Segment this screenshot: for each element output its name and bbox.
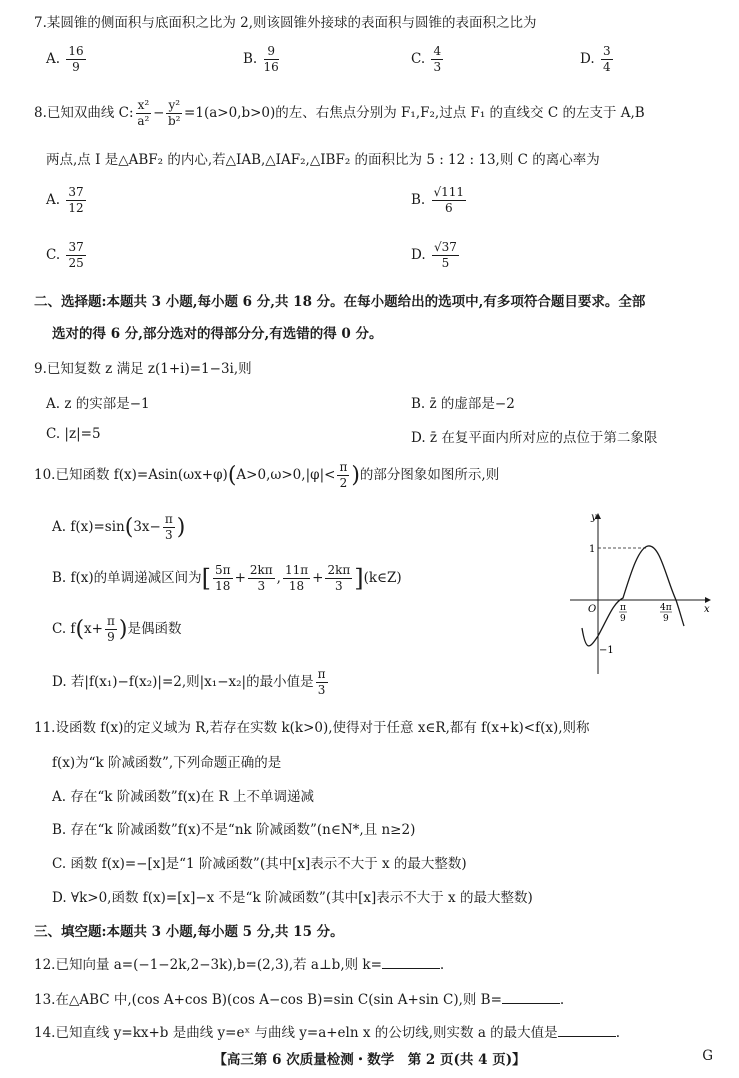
sine-graph (568, 508, 716, 678)
paren-left: ( (227, 463, 237, 488)
q10-option-d[interactable] (52, 667, 330, 698)
q9-option-b[interactable]: B. z̄ 的虚部是−2 (411, 396, 515, 412)
option-text: B. f(x)的单调递减区间为 (52, 570, 202, 586)
question-text: 12.已知向量 a=(−1−2k,2−3k),b=(2,3),若 a⊥b,则 k= (34, 957, 382, 973)
fraction (248, 563, 275, 594)
option-label: D. (411, 247, 426, 263)
numerator: π (106, 614, 115, 628)
numerator: π (317, 667, 326, 681)
q7-option-a[interactable] (46, 44, 88, 75)
plus-sign: + (312, 570, 324, 586)
numerator: 2kπ (249, 563, 273, 577)
minus-sign: − (153, 105, 165, 121)
fraction (601, 44, 613, 75)
paren-left: ( (75, 617, 85, 642)
option-label: B. (411, 192, 426, 208)
numerator: x² (137, 98, 150, 112)
q10-condition: A>0,ω>0,|φ|< (236, 467, 336, 483)
answer-blank[interactable] (558, 1024, 616, 1037)
numerator: 11π (284, 563, 309, 577)
comma: , (276, 570, 281, 586)
section-2-header-line1: 二、选择题:本题共 3 小题,每小题 6 分,共 18 分。在每小题给出的选项中,有多项符合题目要求。全部 (34, 294, 646, 310)
question-12 (34, 953, 444, 973)
question-text: 14.已知直线 y=kx+b 是曲线 y=eˣ 与曲线 y=a+eln x 的公切线,则实数 a 的最大值是 (34, 1025, 558, 1041)
numerator: 9 (264, 44, 279, 60)
question-11-stem-line2: f(x)为“k 阶减函数”,下列命题正确的是 (52, 755, 282, 771)
paren-right: ) (176, 515, 186, 540)
denominator: 3 (257, 579, 266, 593)
fraction (66, 240, 85, 271)
numerator: 16 (68, 44, 84, 58)
denominator: b² (168, 114, 181, 128)
denominator: 4 (602, 60, 611, 74)
option-label: B. (243, 51, 258, 67)
q10-option-c[interactable] (52, 614, 181, 645)
period: . (615, 1025, 620, 1041)
paren-right: ) (118, 617, 128, 642)
y-max-label: 1 (589, 544, 596, 555)
fraction (432, 240, 459, 271)
denominator: a² (137, 114, 150, 128)
question-7-stem: 7.某圆锥的侧面积与底面积之比为 2,则该圆锥外接球的表面积与圆锥的表面积之比为 (34, 15, 537, 31)
denominator: 25 (68, 256, 84, 270)
numerator: 3 (602, 44, 611, 58)
question-8-stem-line2: 两点,点 I 是△ABF₂ 的内心,若△IAB,△IAF₂,△IBF₂ 的面积比为 5 : 12 : 13,则 C 的离心率为 (46, 152, 600, 168)
bracket-left: [ (201, 564, 212, 593)
hyperbola-y-fraction (166, 98, 182, 129)
q9-option-d[interactable]: D. z̄ 在复平面内所对应的点位于第二象限 (411, 430, 658, 446)
option-label: C. (411, 51, 426, 67)
question-text: 13.在△ABC 中,(cos A+cos B)(cos A−cos B)=sin C(sin A+sin C),则 B= (34, 992, 502, 1008)
answer-blank[interactable] (502, 991, 560, 1004)
bracket-right: ] (354, 564, 364, 593)
tick2-num: 4π (660, 603, 672, 613)
tick1-den: 9 (620, 614, 626, 624)
numerator: π (164, 512, 173, 526)
q8-suffix: =1(a>0,b>0)的左、右焦点分别为 F₁,F₂,过点 F₁ 的直线交 C 的左支于 A,B (184, 105, 645, 121)
fraction (432, 185, 467, 216)
numerator: y² (168, 98, 181, 112)
denominator: 9 (107, 630, 115, 644)
option-text: (k∈Z) (363, 570, 402, 586)
q10-option-a[interactable] (52, 512, 185, 543)
period: . (439, 957, 445, 973)
denominator: 16 (263, 60, 279, 74)
numerator: 37 (68, 240, 84, 254)
fraction (283, 563, 310, 594)
sine-curve (582, 546, 684, 646)
y-min-label: −1 (599, 645, 614, 656)
paren-right: ) (351, 463, 360, 488)
q10-option-b[interactable] (52, 563, 402, 594)
q11-option-b[interactable]: B. 存在“k 阶减函数”f(x)不是“nk 阶减函数”(n∈N*,且 n≥2) (52, 822, 416, 838)
page-footer: 【高三第 6 次质量检测・数学 第 2 页(共 4 页)】 (213, 1052, 526, 1068)
question-14 (34, 1021, 620, 1041)
denominator: 6 (444, 201, 453, 215)
numerator: 37 (68, 185, 84, 199)
denominator: 3 (335, 579, 343, 593)
numerator: 4 (433, 44, 442, 58)
option-text: A. f(x)=sin (52, 519, 125, 535)
option-text: C. f (52, 621, 76, 637)
question-9-stem: 9.已知复数 z 满足 z(1+i)=1−3i,则 (34, 361, 252, 377)
option-label: C. (46, 247, 61, 263)
numerator: π (339, 460, 348, 474)
fraction (316, 667, 328, 698)
denominator: 12 (68, 201, 84, 215)
denominator: 5 (441, 256, 450, 270)
question-11-stem-line1: 11.设函数 f(x)的定义域为 R,若存在实数 k(k>0),使得对于任意 x∈R,都有 f(x+k)<f(x),则称 (34, 720, 590, 736)
q8-option-b[interactable] (411, 185, 468, 216)
plus-sign: + (234, 570, 246, 586)
tick1-num: π (620, 603, 626, 613)
fraction (325, 563, 352, 594)
paper-version-letter: G (702, 1048, 713, 1064)
numerator: √37 (433, 240, 457, 254)
fraction (163, 512, 175, 543)
option-text: D. 若|f(x₁)−f(x₂)|=2,则|x₁−x₂|的最小值是 (52, 674, 314, 690)
fraction (337, 460, 349, 491)
denominator: 2 (339, 476, 348, 490)
denominator: 3 (164, 528, 173, 542)
fraction (431, 44, 443, 75)
paren-left: ( (124, 515, 134, 540)
hyperbola-x-fraction (136, 98, 152, 129)
q10-suffix: 的部分图象如图所示,则 (359, 467, 500, 483)
q8-option-c[interactable] (46, 240, 88, 271)
fraction (66, 185, 85, 216)
section-3-header: 三、填空题:本题共 3 小题,每小题 5 分,共 15 分。 (34, 924, 344, 940)
q8-option-d[interactable] (411, 240, 461, 271)
x-axis-label: x (704, 604, 710, 615)
fraction (105, 614, 117, 645)
numerator: √111 (433, 185, 465, 199)
denominator: 18 (215, 579, 231, 593)
q8-option-a[interactable] (46, 185, 88, 216)
tick2-den: 9 (663, 614, 669, 624)
fraction (66, 44, 85, 75)
option-label: A. (46, 51, 61, 67)
fraction (213, 563, 233, 594)
denominator: 3 (433, 60, 442, 74)
denominator: 9 (72, 60, 80, 74)
numerator: 5π (215, 563, 231, 577)
numerator: 2kπ (327, 563, 351, 577)
section-2-header-line2: 选对的得 6 分,部分选对的得部分分,有选错的得 0 分。 (52, 326, 383, 342)
option-text: 3x− (133, 519, 161, 535)
question-13 (34, 988, 564, 1008)
y-axis-label: y (591, 512, 597, 523)
fraction (264, 44, 279, 75)
denominator: 18 (288, 579, 305, 593)
q7-option-c[interactable] (411, 44, 445, 75)
q8-prefix: 8.已知双曲线 C: (34, 105, 134, 121)
period: . (559, 992, 565, 1008)
option-label: A. (46, 192, 61, 208)
q7-option-d[interactable] (580, 44, 615, 75)
answer-blank[interactable] (382, 956, 440, 969)
denominator: 3 (317, 683, 326, 697)
option-text: x+ (84, 621, 103, 637)
option-text: 是偶函数 (127, 621, 182, 637)
q11-option-c[interactable]: C. 函数 f(x)=−[x]是“1 阶减函数”(其中[x]表示不大于 x 的最大整数) (52, 856, 467, 872)
q11-option-d[interactable]: D. ∀k>0,函数 f(x)=[x]−x 不是“k 阶减函数”(其中[x]表示不大于 x 的最大整数) (52, 890, 533, 906)
q9-option-a[interactable]: A. z 的实部是−1 (46, 396, 150, 412)
option-label: D. (580, 51, 595, 67)
q11-option-a[interactable]: A. 存在“k 阶减函数”f(x)在 R 上不单调递减 (52, 789, 314, 805)
q10-prefix: 10.已知函数 f(x)=Asin(ωx+φ) (34, 467, 228, 483)
question-8-stem-line1 (34, 98, 645, 129)
origin-label: O (588, 604, 597, 615)
q9-option-c[interactable]: C. |z|=5 (46, 426, 101, 442)
q7-option-b[interactable] (243, 44, 281, 75)
question-10-stem (34, 460, 499, 491)
